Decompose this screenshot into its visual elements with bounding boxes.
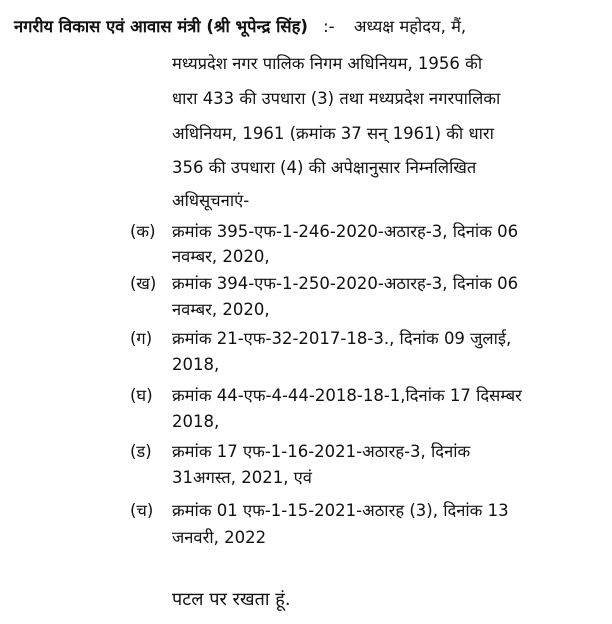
- intro-line-1: [172, 53, 584, 75]
- intro-text: अधिनियम, 1961 (क्रमांक 37 सन् 1961) की धारा: [172, 124, 494, 143]
- intro-line-2: [172, 88, 584, 110]
- speaker-opening: अध्यक्ष महोदय, मैं,: [353, 17, 467, 36]
- item-line-1: क्रमांक 21-एफ-32-2017-18-3., दिनांक 09 जुलाई,: [172, 329, 512, 348]
- item-label: (ग): [130, 329, 153, 348]
- item-line-2: 2018,: [172, 412, 220, 431]
- item-line-1: क्रमांक 44-एफ-4-44-2018-18-1,दिनांक 17 दिसम्बर: [172, 386, 522, 405]
- item-label: (ख): [130, 274, 157, 293]
- speaker-line: [14, 16, 466, 38]
- item-label: (घ): [130, 386, 153, 405]
- item-line-2: 31अगस्त, 2021, एवं: [172, 468, 312, 487]
- item-label: (ड): [130, 442, 152, 461]
- speaker-separator: :-: [323, 17, 335, 36]
- item-line-1: क्रमांक 394-एफ-1-250-2020-अठारह-3, दिनांक 06: [172, 274, 519, 293]
- intro-line-5: [172, 190, 249, 212]
- item-line-2: नवम्बर, 2020,: [172, 300, 270, 319]
- item-line-1: क्रमांक 395-एफ-1-246-2020-अठारह-3, दिनांक 06: [172, 222, 519, 241]
- item-line-2: 2018,: [172, 355, 220, 374]
- intro-text: 356 की उपधारा (4) की अपेक्षानुसार निम्नलिखित: [172, 158, 477, 177]
- item-line-2: नवम्बर, 2020,: [172, 247, 270, 266]
- speaker-name: नगरीय विकास एवं आवास मंत्री (श्री भूपेन्द्र सिंह): [14, 17, 308, 36]
- item-line-1: क्रमांक 01 एफ-1-15-2021-अठारह (3), दिनांक 13: [172, 501, 509, 520]
- item-line-1: क्रमांक 17 एफ-1-16-2021-अठारह-3, दिनांक: [172, 442, 471, 461]
- intro-text: धारा 433 की उपधारा (3) तथा मध्यप्रदेश नगरपालिका: [172, 89, 501, 108]
- item-label: (च): [130, 501, 154, 520]
- item-line-2: जनवरी, 2022: [172, 528, 267, 547]
- intro-text: अधिसूचनाएं-: [172, 191, 250, 210]
- closing-statement: पटल पर रखता हूं.: [172, 589, 291, 610]
- intro-text: मध्यप्रदेश नगर पालिक निगम अधिनियम, 1956 की: [172, 54, 483, 73]
- intro-line-4: [172, 157, 584, 179]
- intro-line-3: [172, 123, 584, 145]
- item-label: (क): [130, 222, 156, 241]
